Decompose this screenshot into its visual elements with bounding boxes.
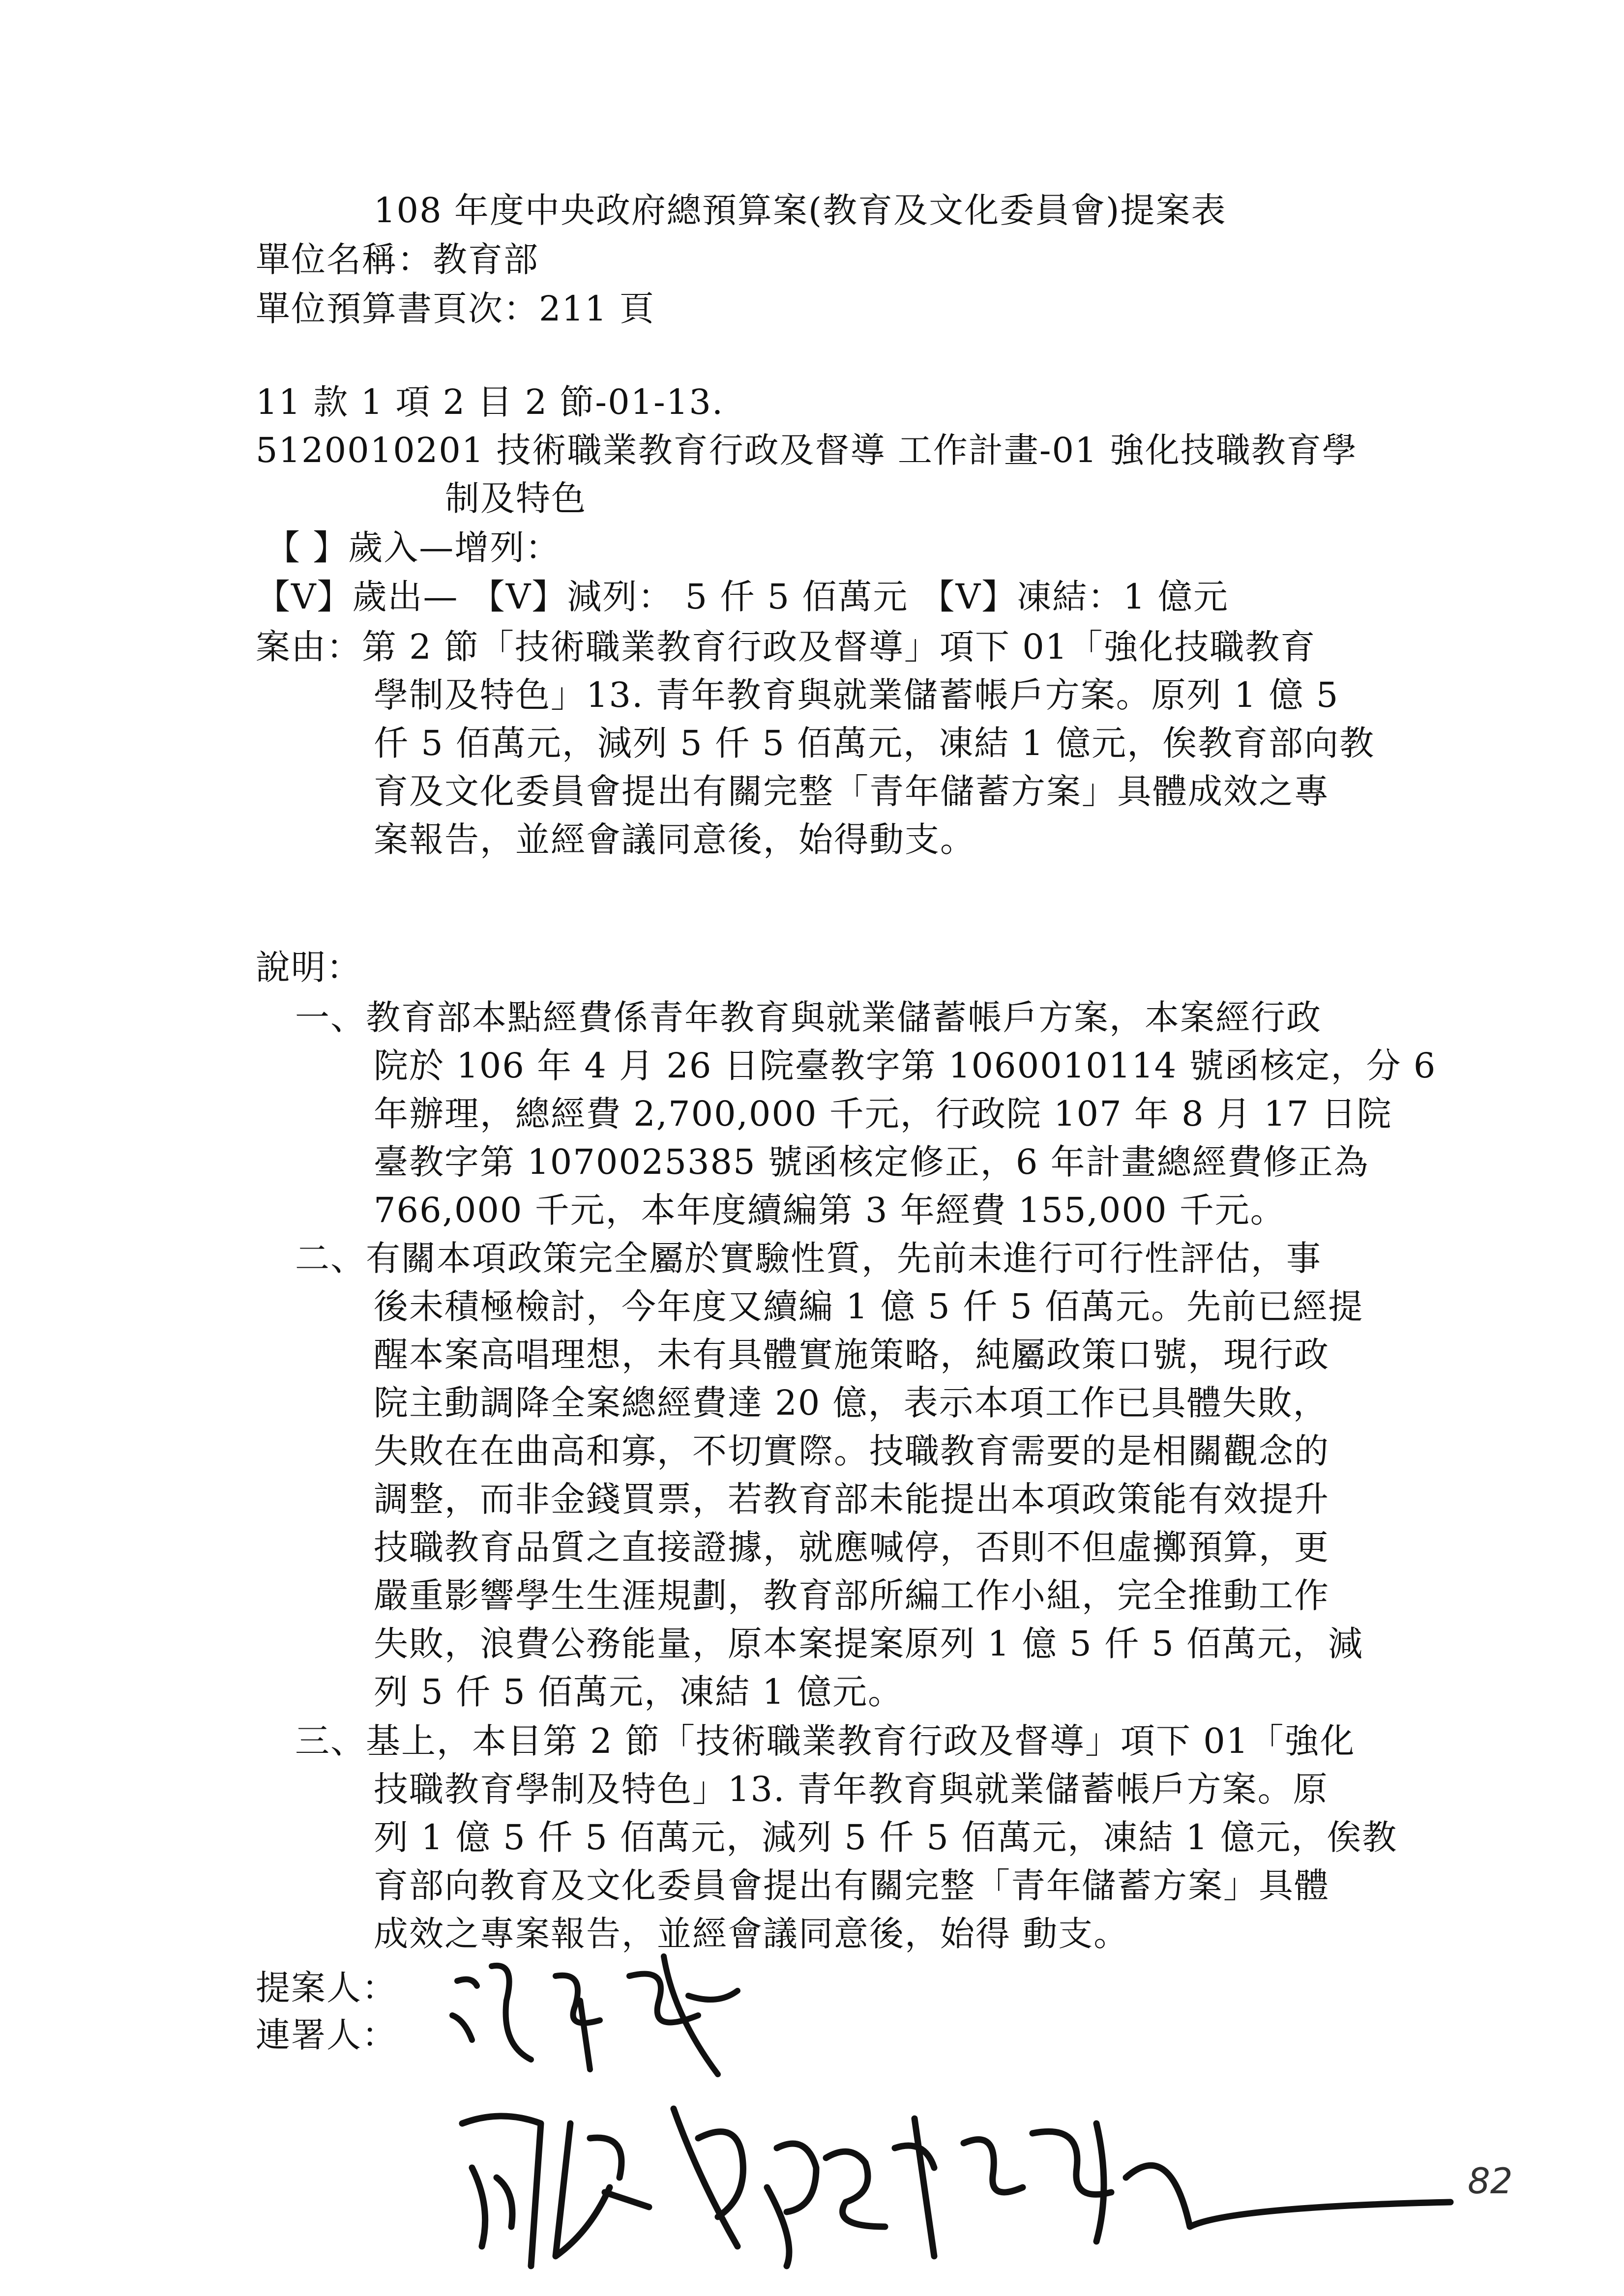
reason-line: 案報告，並經會議同意後，始得動支。 [374, 819, 975, 860]
explain-line: 三、基上，本目第 2 節「技術職業教育行政及督導」項下 01「強化 [295, 1721, 1356, 1761]
reason-line: 育及文化委員會提出有關完整「青年儲蓄方案」具體成效之專 [374, 771, 1329, 812]
explain-line: 調整，而非金錢買票，若教育部未能提出本項政策能有效提升 [374, 1479, 1329, 1519]
explain-line: 列 5 仟 5 佰萬元，凍結 1 億元。 [374, 1672, 904, 1712]
explain-line: 技職教育學制及特色」13. 青年教育與就業儲蓄帳戶方案。原 [374, 1769, 1329, 1809]
document-title: 108 年度中央政府總預算案(教育及文化委員會)提案表 [374, 190, 1227, 231]
reason-line: 案由：第 2 節「技術職業教育行政及督導」項下 01「強化技職教育 [256, 627, 1316, 667]
explain-line: 成效之專案報告，並經會議同意後，始得 動支。 [374, 1914, 1129, 1954]
explain-line: 失敗，浪費公務能量，原本案提案原列 1 億 5 仟 5 佰萬元，減 [374, 1624, 1364, 1664]
explain-line: 育部向教育及文化委員會提出有關完整「青年儲蓄方案」具體 [374, 1865, 1329, 1906]
cosigner-signatures [443, 2079, 1485, 2286]
explain-line: 醒本案高唱理想，未有具體實施策略，純屬政策口號，現行政 [374, 1335, 1329, 1375]
explain-line: 臺教字第 1070025385 號函核定修正，6 年計畫總經費修正為 [374, 1142, 1369, 1182]
proposer-signature [443, 1947, 787, 2084]
expense-line: 【V】歲出— 【V】減列： 5 仟 5 佰萬元 【V】凍結：1 億元 [256, 577, 1229, 617]
explain-line: 一、教育部本點經費係青年教育與就業儲蓄帳戶方案，本案經行政 [295, 997, 1322, 1038]
page-number: 82 [1468, 2160, 1513, 2202]
revenue-line: 【 】歲入—增列： [266, 527, 561, 568]
explain-line: 嚴重影響學生生涯規劃，教育部所編工作小組，完全推動工作 [374, 1575, 1329, 1616]
explain-line: 院主動調降全案總經費達 20 億，表示本項工作已具體失敗， [374, 1383, 1329, 1423]
explain-line: 院於 106 年 4 月 26 日院臺教字第 1060010114 號函核定，分 6 [374, 1046, 1437, 1086]
proposer-label: 提案人： [256, 1968, 397, 2008]
section-code: 11 款 1 項 2 目 2 節-01-13. [256, 382, 724, 422]
explain-line: 766,000 千元，本年度續編第 3 年經費 155,000 千元。 [374, 1190, 1286, 1230]
explain-label: 說明： [256, 947, 362, 988]
reason-line: 學制及特色」13. 青年教育與就業儲蓄帳戶方案。原列 1 億 5 [374, 675, 1339, 715]
reason-line: 仟 5 佰萬元，減列 5 仟 5 佰萬元，凍結 1 億元，俟教育部向教 [374, 723, 1375, 763]
explain-line: 技職教育品質之直接證據，就應喊停，否則不但虛擲預算，更 [374, 1527, 1329, 1568]
program-line-2: 制及特色 [445, 478, 587, 519]
program-line-1: 5120010201 技術職業教育行政及督導 工作計畫-01 強化技職教育學 [256, 430, 1358, 470]
explain-line: 二、有關本項政策完全屬於實驗性質，先前未進行可行性評估，事 [295, 1238, 1322, 1279]
budget-page: 單位預算書頁次：211 頁 [256, 289, 655, 329]
explain-line: 失敗在在曲高和寡，不切實際。技職教育需要的是相關觀念的 [374, 1431, 1329, 1471]
unit-name: 單位名稱：教育部 [256, 239, 539, 280]
explain-line: 列 1 億 5 仟 5 佰萬元，減列 5 仟 5 佰萬元，凍結 1 億元，俟教 [374, 1817, 1398, 1858]
cosigner-label: 連署人： [256, 2015, 397, 2055]
explain-line: 年辦理，總經費 2,700,000 千元，行政院 107 年 8 月 17 日院 [374, 1094, 1392, 1134]
explain-line: 後未積極檢討，今年度又續編 1 億 5 仟 5 佰萬元。先前已經提 [374, 1286, 1364, 1327]
